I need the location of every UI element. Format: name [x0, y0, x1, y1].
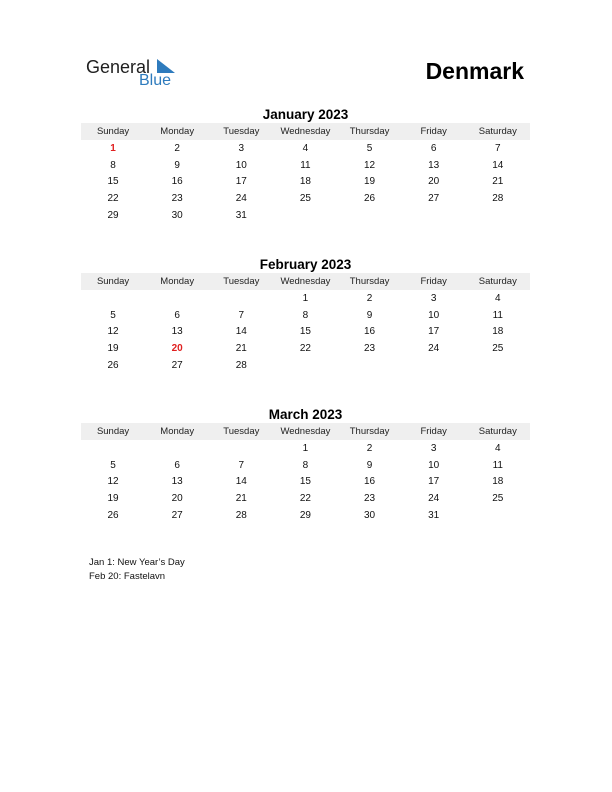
day-cell: 24	[428, 493, 440, 505]
day-cell: 4	[495, 293, 501, 304]
week-row	[81, 141, 530, 158]
weekday-header	[81, 123, 530, 140]
day-cell: 10	[235, 159, 247, 171]
day-cell: 20	[428, 176, 440, 188]
weekday-label: Friday	[420, 276, 447, 287]
holiday-item: Jan 1: New Year’s Day	[89, 557, 185, 568]
month-weeks	[81, 140, 530, 224]
weekday-label: Tuesday	[223, 426, 260, 437]
weekday-label: Sunday	[96, 426, 130, 437]
day-cell: 10	[428, 309, 440, 321]
holiday-list	[89, 556, 185, 584]
day-cell: 16	[364, 476, 376, 488]
day-cell: 28	[235, 509, 247, 521]
week-row	[81, 474, 530, 491]
empty-day-cell	[402, 208, 466, 225]
month-title: March 2023	[268, 407, 343, 422]
logo-general-text: General	[86, 57, 151, 77]
day-cell: 7	[238, 309, 245, 321]
weekday-header	[81, 423, 530, 440]
empty-day-cell	[466, 358, 530, 375]
week-row	[81, 291, 530, 308]
day-cell: 18	[299, 176, 311, 188]
day-cell: 9	[174, 159, 180, 171]
empty-day-cell	[81, 441, 145, 458]
day-cell: 30	[171, 209, 183, 221]
day-cell: 12	[364, 159, 376, 171]
day-cell: 14	[235, 326, 247, 338]
day-cell: 20	[171, 343, 183, 355]
logo	[86, 56, 186, 92]
day-cell: 25	[299, 193, 311, 205]
day-cell: 31	[235, 209, 247, 221]
day-cell: 11	[300, 159, 311, 171]
day-cell: 21	[492, 176, 504, 188]
month-title: January 2023	[262, 107, 349, 122]
day-cell: 22	[299, 343, 311, 355]
weekday-label: Friday	[420, 426, 447, 437]
day-cell: 13	[171, 326, 183, 338]
weekday-label: Thursday	[349, 276, 390, 287]
week-row	[81, 341, 530, 358]
month-january	[81, 106, 530, 224]
week-row	[81, 508, 530, 525]
day-cell: 8	[302, 309, 309, 321]
day-cell: 14	[235, 476, 247, 488]
weekday-label: Friday	[420, 126, 447, 137]
day-cell: 2	[174, 143, 180, 154]
week-row	[81, 308, 530, 325]
month-february	[81, 256, 530, 374]
day-cell: 28	[235, 359, 247, 371]
week-row	[81, 158, 530, 175]
day-cell: 18	[492, 326, 504, 338]
day-cell: 19	[364, 176, 376, 188]
day-cell: 27	[171, 359, 183, 371]
day-cell: 1	[110, 143, 116, 154]
day-cell: 10	[428, 459, 440, 471]
weekday-label: Saturday	[478, 426, 517, 437]
day-cell: 26	[364, 193, 376, 205]
week-row	[81, 491, 530, 508]
day-cell: 9	[366, 459, 373, 471]
day-cell: 15	[299, 476, 311, 488]
empty-day-cell	[145, 291, 209, 308]
day-cell: 29	[107, 209, 119, 221]
day-cell: 9	[366, 309, 373, 321]
day-cell: 23	[364, 493, 376, 505]
day-cell: 30	[364, 509, 376, 521]
empty-day-cell	[145, 441, 209, 458]
day-cell: 5	[110, 309, 116, 321]
day-cell: 19	[107, 343, 119, 355]
day-cell: 7	[238, 459, 245, 471]
week-row	[81, 358, 530, 375]
day-cell: 25	[492, 343, 504, 355]
week-row	[81, 441, 530, 458]
day-cell: 6	[430, 143, 437, 154]
week-row	[81, 174, 530, 191]
day-cell: 28	[492, 193, 504, 205]
day-cell: 22	[107, 193, 119, 205]
weekday-header	[81, 273, 530, 290]
logo-blue-text: Blue	[139, 72, 172, 89]
day-cell: 21	[235, 343, 247, 355]
day-cell: 16	[364, 326, 376, 338]
day-cell: 13	[428, 159, 440, 171]
month-weeks	[81, 440, 530, 524]
day-cell: 27	[428, 193, 440, 205]
day-cell: 11	[492, 459, 503, 471]
empty-day-cell	[209, 441, 273, 458]
weekday-label: Monday	[160, 426, 195, 437]
day-cell: 31	[428, 509, 440, 521]
day-cell: 29	[299, 509, 311, 521]
empty-day-cell	[338, 208, 402, 225]
day-cell: 15	[299, 326, 311, 338]
day-cell: 1	[302, 293, 309, 304]
month-march	[81, 406, 530, 524]
day-cell: 17	[428, 476, 440, 488]
day-cell: 26	[107, 359, 119, 371]
day-cell: 8	[110, 159, 116, 171]
week-row	[81, 208, 530, 225]
day-cell: 18	[492, 476, 504, 488]
day-cell: 7	[495, 143, 501, 154]
empty-day-cell	[209, 291, 273, 308]
empty-day-cell	[466, 208, 530, 225]
day-cell: 11	[492, 309, 503, 321]
empty-day-cell	[338, 358, 402, 375]
weekday-label: Wednesday	[280, 276, 331, 287]
day-cell: 6	[174, 309, 180, 321]
month-title: February 2023	[259, 257, 352, 272]
day-cell: 13	[171, 476, 183, 488]
day-cell: 17	[428, 326, 440, 338]
holiday-item: Feb 20: Fastelavn	[89, 571, 166, 582]
day-cell: 1	[302, 443, 309, 454]
weekday-label: Thursday	[349, 426, 390, 437]
day-cell: 2	[366, 443, 373, 454]
weekday-label: Saturday	[478, 276, 517, 287]
day-cell: 5	[366, 143, 373, 154]
empty-day-cell	[273, 208, 337, 225]
week-row	[81, 191, 530, 208]
weekday-label: Tuesday	[223, 276, 260, 287]
empty-day-cell	[466, 508, 530, 525]
week-row	[81, 458, 530, 475]
day-cell: 19	[107, 493, 119, 505]
weekday-label: Sunday	[96, 126, 130, 137]
weekday-label: Wednesday	[280, 426, 331, 437]
weekday-label: Monday	[160, 126, 195, 137]
week-row	[81, 324, 530, 341]
day-cell: 3	[430, 293, 437, 304]
day-cell: 4	[302, 143, 309, 154]
day-cell: 26	[107, 509, 119, 521]
empty-day-cell	[273, 358, 337, 375]
country-title: Denmark	[425, 58, 524, 84]
empty-day-cell	[81, 291, 145, 308]
empty-day-cell	[402, 358, 466, 375]
day-cell: 27	[171, 509, 183, 521]
day-cell: 12	[107, 476, 119, 488]
day-cell: 12	[107, 326, 119, 338]
day-cell: 8	[302, 459, 309, 471]
day-cell: 20	[171, 493, 183, 505]
day-cell: 22	[299, 493, 311, 505]
day-cell: 3	[238, 143, 245, 154]
day-cell: 6	[174, 459, 180, 471]
day-cell: 16	[171, 176, 183, 188]
day-cell: 17	[235, 176, 247, 188]
day-cell: 24	[235, 193, 247, 205]
day-cell: 5	[110, 459, 116, 471]
weekday-label: Thursday	[349, 126, 390, 137]
day-cell: 4	[495, 443, 501, 454]
month-weeks	[81, 290, 530, 374]
weekday-label: Tuesday	[223, 126, 260, 137]
day-cell: 23	[171, 193, 183, 205]
day-cell: 21	[235, 493, 247, 505]
logo-triangle-icon	[157, 59, 175, 73]
day-cell: 25	[492, 493, 504, 505]
weekday-label: Saturday	[478, 126, 517, 137]
day-cell: 2	[366, 293, 373, 304]
day-cell: 23	[364, 343, 376, 355]
weekday-label: Monday	[160, 276, 195, 287]
weekday-label: Wednesday	[280, 126, 331, 137]
weekday-label: Sunday	[96, 276, 130, 287]
day-cell: 14	[492, 159, 504, 171]
day-cell: 15	[107, 176, 119, 188]
day-cell: 24	[428, 343, 440, 355]
day-cell: 3	[430, 443, 437, 454]
